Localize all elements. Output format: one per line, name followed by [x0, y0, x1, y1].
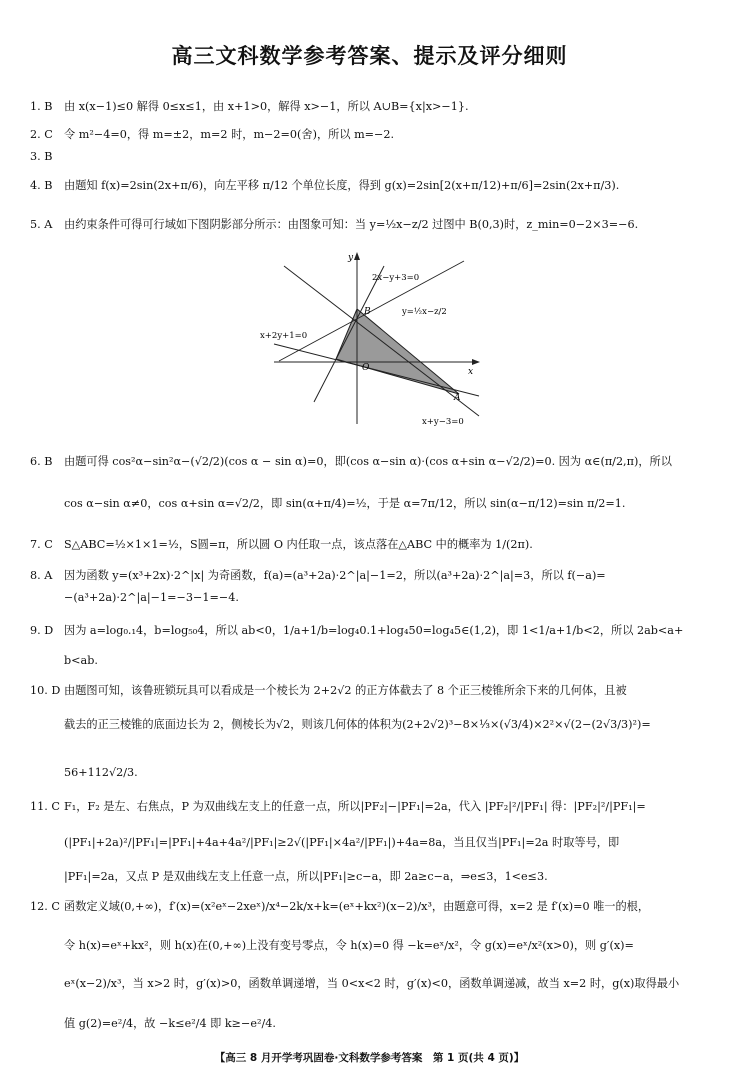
- answer-number: 12. C: [30, 900, 60, 913]
- line3-label: x+2y+1=0: [260, 331, 308, 341]
- point-a-label: A: [454, 393, 461, 403]
- answer-line: [30, 178, 720, 194]
- answer-number: 11. C: [30, 800, 60, 813]
- answer-line: [30, 869, 720, 885]
- line4-label: x+y−3=0: [422, 417, 464, 427]
- shaded-region: [336, 309, 459, 394]
- answer-number: 1. B: [30, 100, 53, 113]
- origin-label: O: [362, 363, 370, 373]
- answer-text: cos α−sin α≠0，cos α+sin α=√2/2，即 sin(α+π/4)=½，于是 α=7π/12，所以 sin(α−π/12)=sin π/2=1.: [64, 497, 626, 510]
- answer-number: 6. B: [30, 455, 53, 468]
- answer-text: −(a³+2a)·2^|a|−1=−3−1=−4.: [64, 591, 239, 604]
- answer-text: eˣ(x−2)/x³，当 x>2 时，g′(x)>0，函数单调递增，当 0<x<2 时，g′(x)<0，函数单调递减，故当 x=2 时，g(x)取得最小: [64, 977, 680, 990]
- answer-text: 函数定义域(0,+∞)，f′(x)=(x²eˣ−2xeˣ)/x⁴−2k/x+k=(eˣ+kx²)(x−2)/x³，由题意可得，x=2 是 f′(x)=0 唯一的根，: [64, 900, 650, 913]
- answer-line: [30, 1016, 720, 1032]
- answer-line: [30, 568, 720, 584]
- y-axis-arrow: [354, 252, 360, 260]
- answer-number: 9. D: [30, 624, 54, 637]
- page-title: 高三文科数学参考答案、提示及评分细则: [171, 44, 568, 68]
- answer-text: 值 g(2)=e²/4，故 −k≤e²/4 即 k≥−e²/4.: [64, 1017, 276, 1030]
- answer-text: 由题图可知，该鲁班锁玩具可以看成是一个棱长为 2+2√2 的正方体截去了 8 个正三棱锥所余下来的几何体，且被: [64, 684, 627, 697]
- line1-label: 2x−y+3=0: [372, 273, 420, 283]
- answer-text: 由题知 f(x)=2sin(2x+π/6)，向左平移 π/12 个单位长度，得到 g(x)=2sin[2(x+π/12)+π/6]=2sin(2x+π/3).: [64, 179, 620, 192]
- answer-number: 8. A: [30, 569, 53, 582]
- answer-text: 因为函数 y=(x³+2x)·2^|x| 为奇函数，f(a)=(a³+2a)·2^|a|−1=2，所以(a³+2a)·2^|a|=3，所以 f(−a)=: [64, 569, 606, 582]
- answer-line: [30, 899, 720, 915]
- point-b-label: B: [364, 307, 371, 317]
- answer-number: 3. B: [30, 150, 53, 163]
- answer-text: 截去的正三棱锥的底面边长为 2，侧棱长为√2，则该几何体的体积为(2+2√2)³−8×⅓×(√3/4)×2²×√(2−(2√3/3)²)=: [64, 718, 651, 731]
- feasible-region-diagram: [254, 246, 484, 431]
- answer-line: [30, 454, 720, 470]
- answer-text: 56+112√2/3.: [64, 766, 138, 779]
- page-footer: 【高三 8 月开学考巩固卷·文科数学参考答案 第 1 页(共 4 页)】: [214, 1052, 525, 1064]
- x-axis-arrow: [472, 359, 480, 365]
- answer-text: 令 m²−4=0，得 m=±2，m=2 时，m−2=0(舍)，所以 m=−2.: [64, 128, 395, 141]
- answer-line: [30, 99, 720, 115]
- answer-line: [30, 976, 720, 992]
- answer-line: [30, 799, 720, 815]
- answer-number: 10. D: [30, 684, 61, 697]
- answer-line: [30, 217, 720, 233]
- answer-number: 4. B: [30, 179, 53, 192]
- answer-line: [30, 149, 720, 165]
- answer-line: [30, 683, 720, 699]
- answer-line: [30, 127, 720, 143]
- answer-number: 5. A: [30, 218, 53, 231]
- answer-text: S△ABC=½×1×1=½，S圆=π，所以圆 O 内任取一点，该点落在△ABC 中的概率为 1/(2π).: [64, 538, 533, 551]
- answer-line: [30, 835, 720, 851]
- answer-line: [30, 717, 720, 733]
- answer-number: 2. C: [30, 128, 53, 141]
- answer-text: (|PF₁|+2a)²/|PF₁|=|PF₁|+4a+4a²/|PF₁|≥2√(|PF₁|×4a²/|PF₁|)+4a=8a，当且仅当|PF₁|=2a 时取等号，即: [64, 836, 620, 849]
- answer-text: F₁，F₂ 是左、右焦点，P 为双曲线左支上的任意一点，所以|PF₂|−|PF₁|=2a，代入 |PF₂|²/|PF₁| 得：|PF₂|²/|PF₁|=: [64, 800, 646, 813]
- answer-line: [30, 938, 720, 954]
- answer-line: [30, 653, 720, 669]
- answer-line: [30, 765, 720, 781]
- answer-text: |PF₁|=2a，又点 P 是双曲线左支上任意一点，所以|PF₁|≥c−a，即 2a≥c−a，⇒e≤3，1<e≤3.: [64, 870, 548, 883]
- answer-number: 7. C: [30, 538, 53, 551]
- answer-line: [30, 623, 720, 639]
- y-axis-label: y: [348, 253, 354, 263]
- line2-label: y=½x−z/2: [402, 307, 447, 317]
- line-x-y-3: [284, 266, 479, 416]
- answer-text: 令 h(x)=eˣ+kx²，则 h(x)在(0,+∞)上没有变号零点，令 h(x)=0 得 −k=eˣ/x²，令 g(x)=eˣ/x²(x>0)，则 g′(x)=: [64, 939, 634, 952]
- answer-line: [30, 537, 720, 553]
- answer-line: [30, 590, 720, 606]
- answer-text: 由题可得 cos²α−sin²α−(√2/2)(cos α − sin α)=0，即(cos α−sin α)·(cos α+sin α−√2/2)=0. 因为 α∈(π/2,π)，所以: [64, 455, 672, 468]
- answer-text: b<ab.: [64, 654, 98, 667]
- answer-line: [30, 496, 720, 512]
- answer-text: 由 x(x−1)≤0 解得 0≤x≤1，由 x+1>0，解得 x>−1，所以 A∪B={x|x>−1}.: [64, 100, 469, 113]
- answer-text: 因为 a=log₀.₁4，b=log₅₀4，所以 ab<0，1/a+1/b=log₄0.1+log₄50=log₄5∈(1,2)，即 1<1/a+1/b<2，所以 2ab<a+: [64, 624, 684, 637]
- x-axis-label: x: [468, 367, 474, 377]
- answer-text: 由约束条件可得可行域如下图阴影部分所示：由图象可知：当 y=½x−z/2 过图中 B(0,3)时，z_min=0−2×3=−6.: [64, 218, 639, 231]
